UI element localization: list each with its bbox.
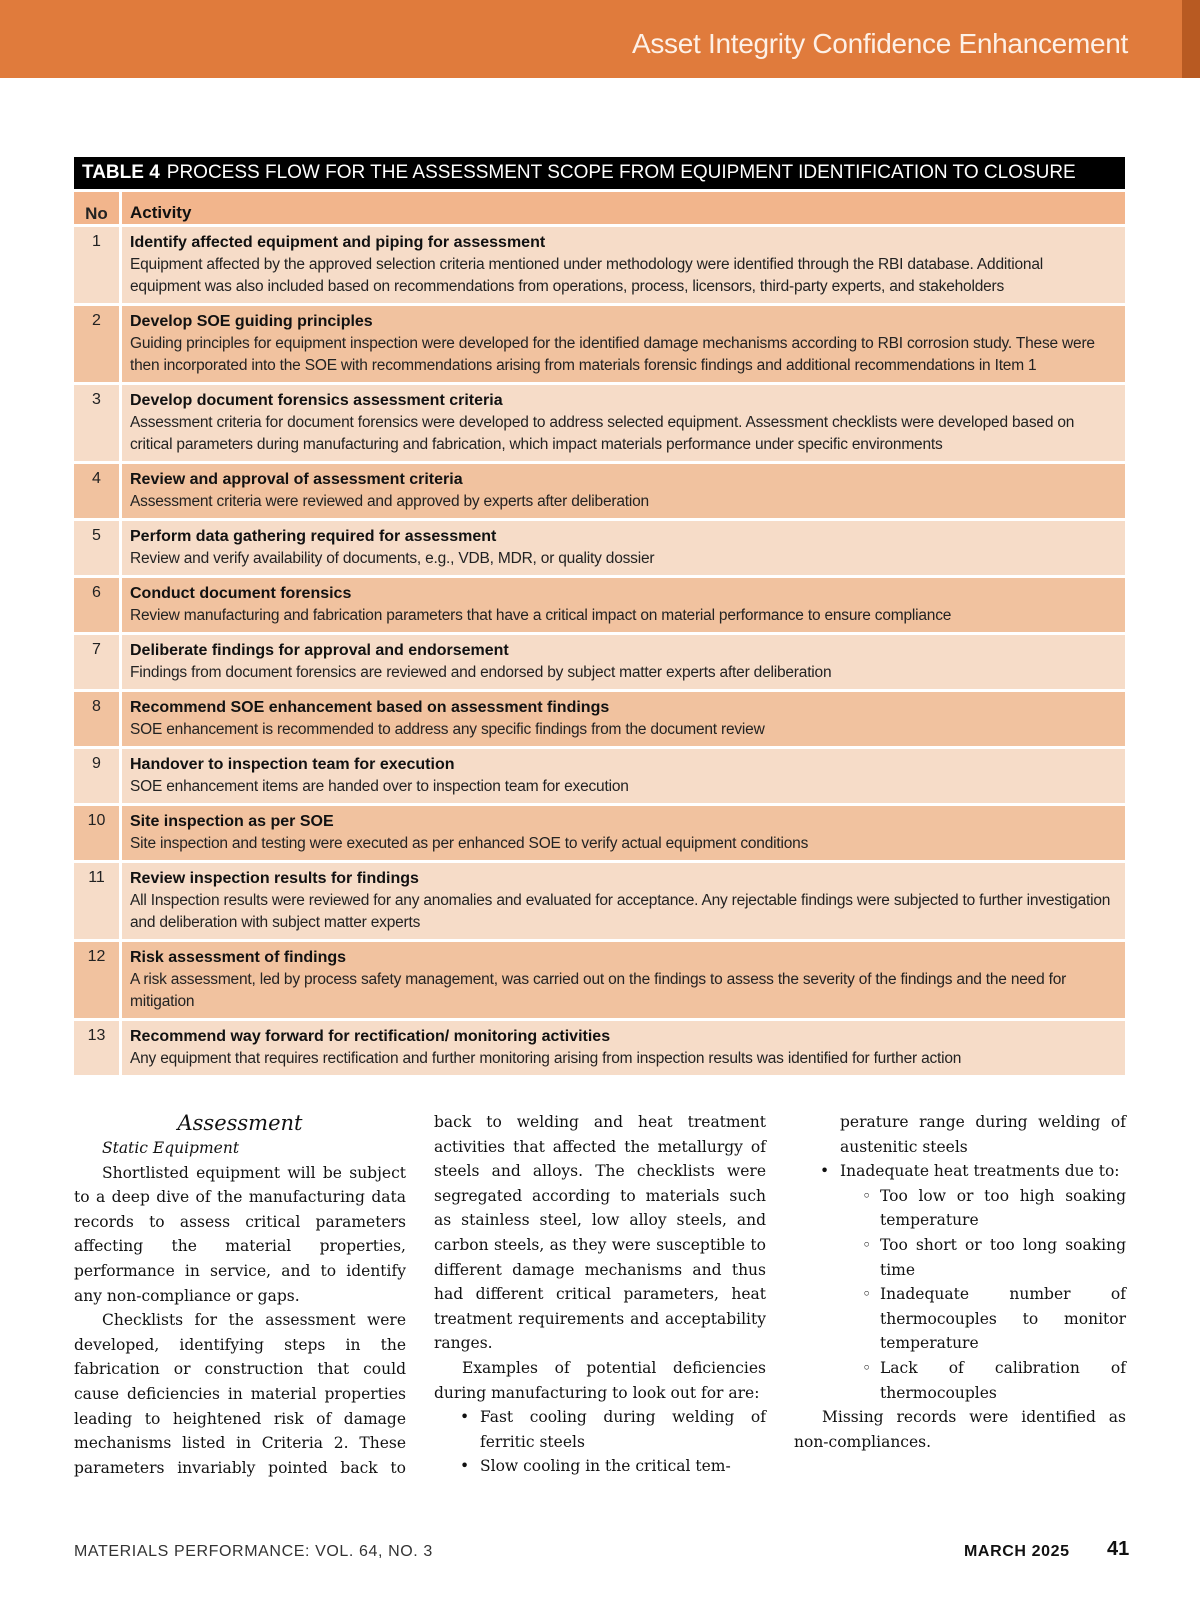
table-row <box>74 227 1125 303</box>
activity-title: Conduct document forensics <box>130 585 352 602</box>
activity-description: Assessment criteria were reviewed and approved by experts after deliberation <box>130 493 649 510</box>
row-number: 4 <box>74 464 122 518</box>
banner-edge-strip <box>1182 0 1200 78</box>
activity-description: SOE enhancement is recommended to address any specific findings from the document review <box>130 721 765 738</box>
section-heading: Assessment <box>177 1111 303 1135</box>
text-column-3 <box>794 1110 1126 1454</box>
header-no: No <box>74 192 122 224</box>
list-item <box>818 1159 1126 1405</box>
paragraph-4: Missing records were identified as non-compliances. <box>794 1408 1126 1451</box>
paragraph-1: Shortlisted equipment will be subject to a deep dive of the manufacturing data records to assess critical parameters affecting the material properties, performance in service, and to identify any non-compliance or gaps. <box>74 1163 406 1305</box>
row-activity <box>122 692 1125 746</box>
sublist-item: ◦ Lack of calibration of thermocouples <box>862 1356 1126 1405</box>
activity-title: Develop SOE guiding principles <box>130 313 373 330</box>
row-number: 10 <box>74 806 122 860</box>
deficiency-list <box>434 1405 766 1479</box>
heat-treatment-sublist <box>840 1184 1126 1405</box>
paragraph-3: Examples of potential deficiencies during manufacturing to look out for are: <box>434 1358 766 1402</box>
row-number: 13 <box>74 1021 122 1075</box>
activity-description: A risk assessment, led by process safety management, was carried out on the findings to assess the severity of the findings and the need for mitigation <box>130 971 1067 1010</box>
activity-description: SOE enhancement items are handed over to inspection team for execution <box>130 778 629 795</box>
sublist-item: ◦ Too short or too long soaking time <box>862 1233 1126 1282</box>
process-flow-table <box>74 157 1125 1075</box>
activity-description: Guiding principles for equipment inspection were developed for the identified damage mechanisms according to RBI corrosion study. These were then incorporated into the SOE with recommendations arising from materials forensic findings and additional recommendations in Item 1 <box>130 335 1095 374</box>
table-row <box>74 521 1125 575</box>
table-caption <box>74 157 1125 189</box>
row-activity <box>122 227 1125 303</box>
table-row <box>74 692 1125 746</box>
row-number: 8 <box>74 692 122 746</box>
activity-description: Assessment criteria for document forensics were developed to address selected equipment. Assessment checklists were developed based on critical parameters during manufacturing and fabrication, which impact materials performance under specific environments <box>130 414 1075 453</box>
row-activity <box>122 1021 1125 1075</box>
activity-title: Perform data gathering required for assessment <box>130 528 497 545</box>
paragraph-2-continued: back to welding and heat treatment activities that affected the metallurgy of steels and alloys. The checklists were segregated according to materials such as stainless steel, low alloy steels, and carbon steels, as they were susceptible to different damage mechanisms and thus had different critical parameters, heat treatment requirements and acceptability ranges. <box>434 1113 766 1353</box>
table-body <box>74 227 1125 1075</box>
row-number: 11 <box>74 863 122 939</box>
row-activity <box>122 749 1125 803</box>
table-caption-text: PROCESS FLOW FOR THE ASSESSMENT SCOPE FROM EQUIPMENT IDENTIFICATION TO CLOSURE <box>166 162 1076 183</box>
subheading: Static Equipment <box>102 1139 240 1157</box>
activity-title: Develop document forensics assessment criteria <box>130 392 503 409</box>
activity-description: Review and verify availability of documents, e.g., VDB, MDR, or quality dossier <box>130 550 655 567</box>
activity-description: All Inspection results were reviewed for any anomalies and evaluated for acceptance. Any rejectable findings were subjected to further investigation and deliberation with subject matter experts <box>130 892 1111 931</box>
row-activity <box>122 306 1125 382</box>
table-row <box>74 1021 1125 1075</box>
activity-description: Findings from document forensics are reviewed and endorsed by subject matter experts after deliberation <box>130 664 832 681</box>
row-activity <box>122 578 1125 632</box>
sublist-item: ◦ Inadequate number of thermocouples to monitor temperature <box>862 1282 1126 1356</box>
text-column-1 <box>74 1110 406 1479</box>
list-item: • Fast cooling during welding of ferritic steels <box>458 1405 766 1454</box>
journal-info: MATERIALS PERFORMANCE: VOL. 64, NO. 3 <box>74 1543 433 1560</box>
activity-title: Handover to inspection team for execution <box>130 756 455 773</box>
activity-description: Equipment affected by the approved selection criteria mentioned under methodology were identified through the RBI database. Additional equipment was also included based on recommendations from operations, process, licensors, third-party experts, and stakeholders <box>130 256 1043 295</box>
table-row <box>74 385 1125 461</box>
activity-title: Recommend way forward for rectification/ monitoring activities <box>130 1028 611 1045</box>
table-header-row <box>74 192 1125 224</box>
activity-title: Review and approval of assessment criteria <box>130 471 463 488</box>
table-row <box>74 464 1125 518</box>
activity-title: Recommend SOE enhancement based on assessment findings <box>130 699 610 716</box>
paragraph-2: Checklists for the assessment were developed, identifying steps in the fabrication or construction that could cause deficiencies in material properties leading to heightened risk of damage mechanisms listed in Criteria 2. These parameters invariably pointed back to <box>74 1311 406 1477</box>
page-number: 41 <box>1107 1538 1130 1560</box>
row-number: 5 <box>74 521 122 575</box>
row-activity <box>122 863 1125 939</box>
table-row <box>74 942 1125 1018</box>
running-title: Asset Integrity Confidence Enhancement <box>631 28 1128 59</box>
issue-date: MARCH 2025 <box>964 1543 1070 1560</box>
sublist-item: ◦ Too low or too high soaking temperature <box>862 1184 1126 1233</box>
activity-description: Any equipment that requires rectification and further monitoring arising from inspection results was identified for further action <box>130 1050 962 1067</box>
row-number: 1 <box>74 227 122 303</box>
row-number: 7 <box>74 635 122 689</box>
row-activity <box>122 521 1125 575</box>
list-item-continued: perature range during welding of austenitic steels <box>840 1113 1126 1156</box>
activity-title: Risk assessment of findings <box>130 949 347 966</box>
deficiency-list-continued <box>794 1159 1126 1405</box>
row-activity <box>122 464 1125 518</box>
table-row <box>74 635 1125 689</box>
activity-description: Site inspection and testing were executed as per enhanced SOE to verify actual equipment conditions <box>130 835 809 852</box>
text-column-2 <box>434 1110 766 1479</box>
row-number: 9 <box>74 749 122 803</box>
list-item-text: Inadequate heat treatments due to: <box>840 1162 1120 1181</box>
table-row <box>74 749 1125 803</box>
table-row <box>74 806 1125 860</box>
activity-title: Identify affected equipment and piping for assessment <box>130 234 546 251</box>
table-row <box>74 578 1125 632</box>
row-number: 12 <box>74 942 122 1018</box>
row-number: 3 <box>74 385 122 461</box>
table-row <box>74 863 1125 939</box>
header-banner <box>0 0 1200 78</box>
activity-title: Site inspection as per SOE <box>130 813 334 830</box>
row-activity <box>122 385 1125 461</box>
row-activity <box>122 806 1125 860</box>
activity-title: Deliberate findings for approval and endorsement <box>130 642 509 659</box>
activity-title: Review inspection results for findings <box>130 870 419 887</box>
table-row <box>74 306 1125 382</box>
row-number: 2 <box>74 306 122 382</box>
header-activity: Activity <box>130 203 192 222</box>
list-item: • Slow cooling in the critical tem- <box>458 1454 766 1479</box>
activity-description: Review manufacturing and fabrication parameters that have a critical impact on material performance to ensure compliance <box>130 607 952 624</box>
row-number: 6 <box>74 578 122 632</box>
table-label: TABLE 4 <box>82 162 160 183</box>
row-activity <box>122 635 1125 689</box>
row-activity <box>122 942 1125 1018</box>
